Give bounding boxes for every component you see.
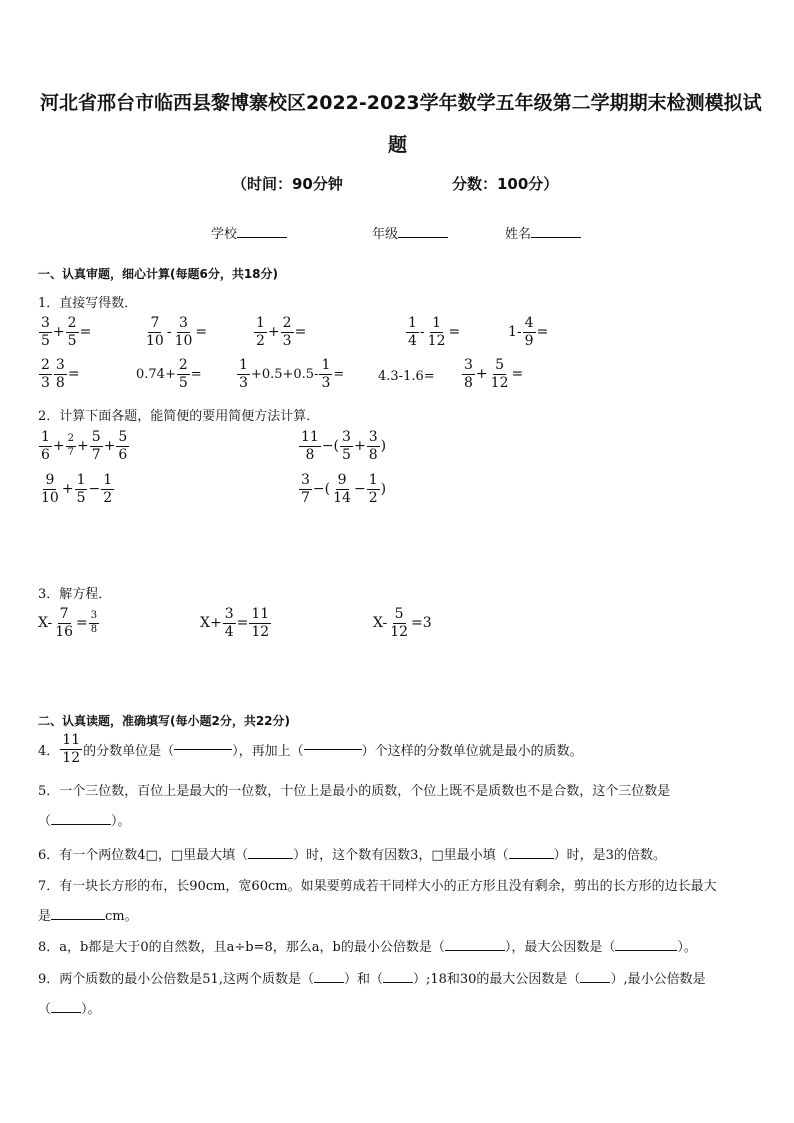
page-title-line1: 河北省邢台市临西县黎博寨校区2022-2023学年数学五年级第二学期期末检测模拟试 bbox=[40, 92, 762, 114]
q3-eq3: X- $\frac{5}{12}$ =3 bbox=[373, 606, 432, 640]
fraction: $\frac{1}{4}$ bbox=[408, 315, 417, 349]
q8: 8．a，b都是大于0的自然数，且a÷b=8，那么a，b的最小公倍数是（ ），最大公因数是（ ）。 bbox=[38, 940, 697, 955]
fraction: $\frac{3}{8}$ bbox=[55, 357, 65, 391]
q4-blank1[interactable] bbox=[174, 749, 232, 750]
q2-expr4: $\frac{3}{7}$ −( $\frac{9}{14}$ − $\frac{1}{2}$ ) bbox=[301, 472, 387, 506]
section1-heading: 一、认真审题，细心计算(每题6分，共18分) bbox=[38, 267, 279, 281]
q3-eq1: X- $\frac{7}{16}$ = $\frac{3}{8}$ bbox=[38, 606, 98, 640]
fraction: $\frac{5}{12}$ bbox=[490, 357, 509, 391]
name-field[interactable] bbox=[505, 223, 581, 242]
q8-blank2[interactable] bbox=[615, 950, 677, 951]
fraction: $\frac{3}{10}$ bbox=[174, 315, 193, 349]
q2-label: 2．计算下面各题，能简便的要用简便方法计算． bbox=[38, 409, 320, 424]
q5-line1: 5．一个三位数，百位上是最大的一位数，十位上是最小的质数，个位上既不是质数也不是合数，这个三位数是 bbox=[38, 784, 671, 799]
fraction: $\frac{4}{9}$ bbox=[524, 315, 534, 349]
q2-expr2: $\frac{11}{8}$ −( $\frac{3}{5}$ + $\frac{3}{8}$ ) bbox=[301, 429, 387, 463]
q1-label: 1．直接写得数． bbox=[38, 296, 138, 311]
fraction: $\frac{2}{3}$ bbox=[282, 315, 292, 349]
fraction: $\frac{1}{2}$ bbox=[256, 315, 265, 349]
fraction: $\frac{7}{10}$ bbox=[146, 315, 164, 349]
fraction: $\frac{11}{12}$ bbox=[62, 732, 81, 766]
q3-label: 3．解方程． bbox=[38, 587, 112, 602]
q2-expr1: $\frac{1}{6}$ + $\frac{2}{7}$ + $\frac{5}{7}$ + $\frac{5}{6}$ bbox=[41, 429, 128, 463]
exam-time: （时间：90分钟 bbox=[232, 175, 343, 193]
q4-blank2[interactable] bbox=[304, 749, 362, 750]
q1-r2-item2: 0.74+ $\frac{2}{5}$ = bbox=[136, 357, 202, 391]
q1-r2-item3: $\frac{1}{3}$ +0.5+0.5- $\frac{1}{3}$ = bbox=[239, 357, 345, 391]
q9-blank2[interactable] bbox=[383, 982, 413, 983]
fraction: $\frac{1}{3}$ bbox=[239, 357, 248, 391]
fraction: $\frac{3}{8}$ bbox=[90, 610, 98, 635]
q1-r1-item4: $\frac{1}{4}$ - $\frac{1}{12}$ = bbox=[408, 315, 461, 349]
q9-blank3[interactable] bbox=[580, 982, 610, 983]
q2-expr3: $\frac{9}{10}$ + $\frac{1}{5}$ − $\frac{1}{2}$ bbox=[41, 472, 113, 506]
q9-line2: （ ）。 bbox=[38, 1002, 101, 1017]
grade-field[interactable] bbox=[372, 223, 448, 242]
fraction: $\frac{2}{5}$ bbox=[67, 315, 77, 349]
name-blank[interactable] bbox=[531, 237, 581, 238]
q8-blank1[interactable] bbox=[445, 950, 505, 951]
fraction: $\frac{7}{16}$ bbox=[55, 606, 74, 640]
name-label: 姓名 bbox=[505, 227, 532, 242]
q1-r1-item2: $\frac{7}{10}$ - $\frac{3}{10}$ = bbox=[146, 315, 208, 349]
q9-blank4[interactable] bbox=[51, 1012, 81, 1013]
q1-r1-item5: 1- $\frac{4}{9}$ = bbox=[508, 315, 549, 349]
fraction: $\frac{1}{3}$ bbox=[321, 357, 331, 391]
q5-line2: （ ）。 bbox=[38, 814, 131, 829]
q1-r2-item1: $\frac{2}{3}$ $\frac{3}{8}$ = bbox=[41, 357, 80, 391]
q1-r2-item5: $\frac{3}{8}$ + $\frac{5}{12}$ = bbox=[464, 357, 524, 391]
fraction: $\frac{5}{12}$ bbox=[390, 606, 409, 640]
section2-heading: 二、认真读题，准确填写(每小题2分，共22分) bbox=[38, 714, 291, 728]
q6-blank2[interactable] bbox=[509, 858, 554, 859]
grade-label: 年级 bbox=[372, 227, 399, 242]
school-field[interactable] bbox=[211, 223, 287, 242]
school-label: 学校 bbox=[211, 227, 238, 242]
exam-score: 分数：100分） bbox=[452, 175, 559, 193]
fraction: $\frac{1}{12}$ bbox=[427, 315, 446, 349]
q7-blank[interactable] bbox=[51, 919, 105, 920]
grade-blank[interactable] bbox=[398, 237, 448, 238]
q9-blank1[interactable] bbox=[314, 982, 344, 983]
fraction: $\frac{3}{8}$ bbox=[464, 357, 473, 391]
fraction: $\frac{2}{5}$ bbox=[178, 357, 188, 391]
q1-r1-item1: $\frac{3}{5}$ + $\frac{2}{5}$ = bbox=[41, 315, 92, 349]
school-blank[interactable] bbox=[237, 237, 287, 238]
fraction: $\frac{11}{12}$ bbox=[251, 606, 270, 640]
q5-blank[interactable] bbox=[51, 824, 111, 825]
q3-eq2: X+ $\frac{3}{4}$ = $\frac{11}{12}$ bbox=[200, 606, 270, 640]
q9-line1: 9．两个质数的最小公倍数是51,这两个质数是（ ）和（ ）;18和30的最大公因数是（ ）,最小公倍数是 bbox=[38, 972, 706, 987]
page-title-line2: 题 bbox=[388, 134, 408, 156]
q1-r2-item4: 4.3-1.6= bbox=[378, 369, 435, 384]
q7-line1: 7．有一块长方形的布，长90cm，宽60cm。如果要剪成若干同样大小的正方形且没有剩余，剪出的长方形的边长最大 bbox=[38, 879, 717, 894]
q1-r1-item3: $\frac{1}{2}$ + $\frac{2}{3}$ = bbox=[256, 315, 307, 349]
q7-line2: 是 cm。 bbox=[38, 909, 138, 924]
fraction: $\frac{3}{5}$ bbox=[41, 315, 50, 349]
q4: 4． $\frac{11}{12}$ 的分数单位是（ ），再加上（ ）个这样的分数单位就是最小的质数。 bbox=[38, 732, 583, 766]
fraction: $\frac{2}{3}$ bbox=[41, 357, 50, 391]
fraction: $\frac{3}{4}$ bbox=[224, 606, 234, 640]
q6-blank1[interactable] bbox=[248, 858, 293, 859]
q6: 6．有一个两位数4□，□里最大填（ ）时，这个数有因数3，□里最小填（ ）时，是3的倍数。 bbox=[38, 848, 666, 863]
